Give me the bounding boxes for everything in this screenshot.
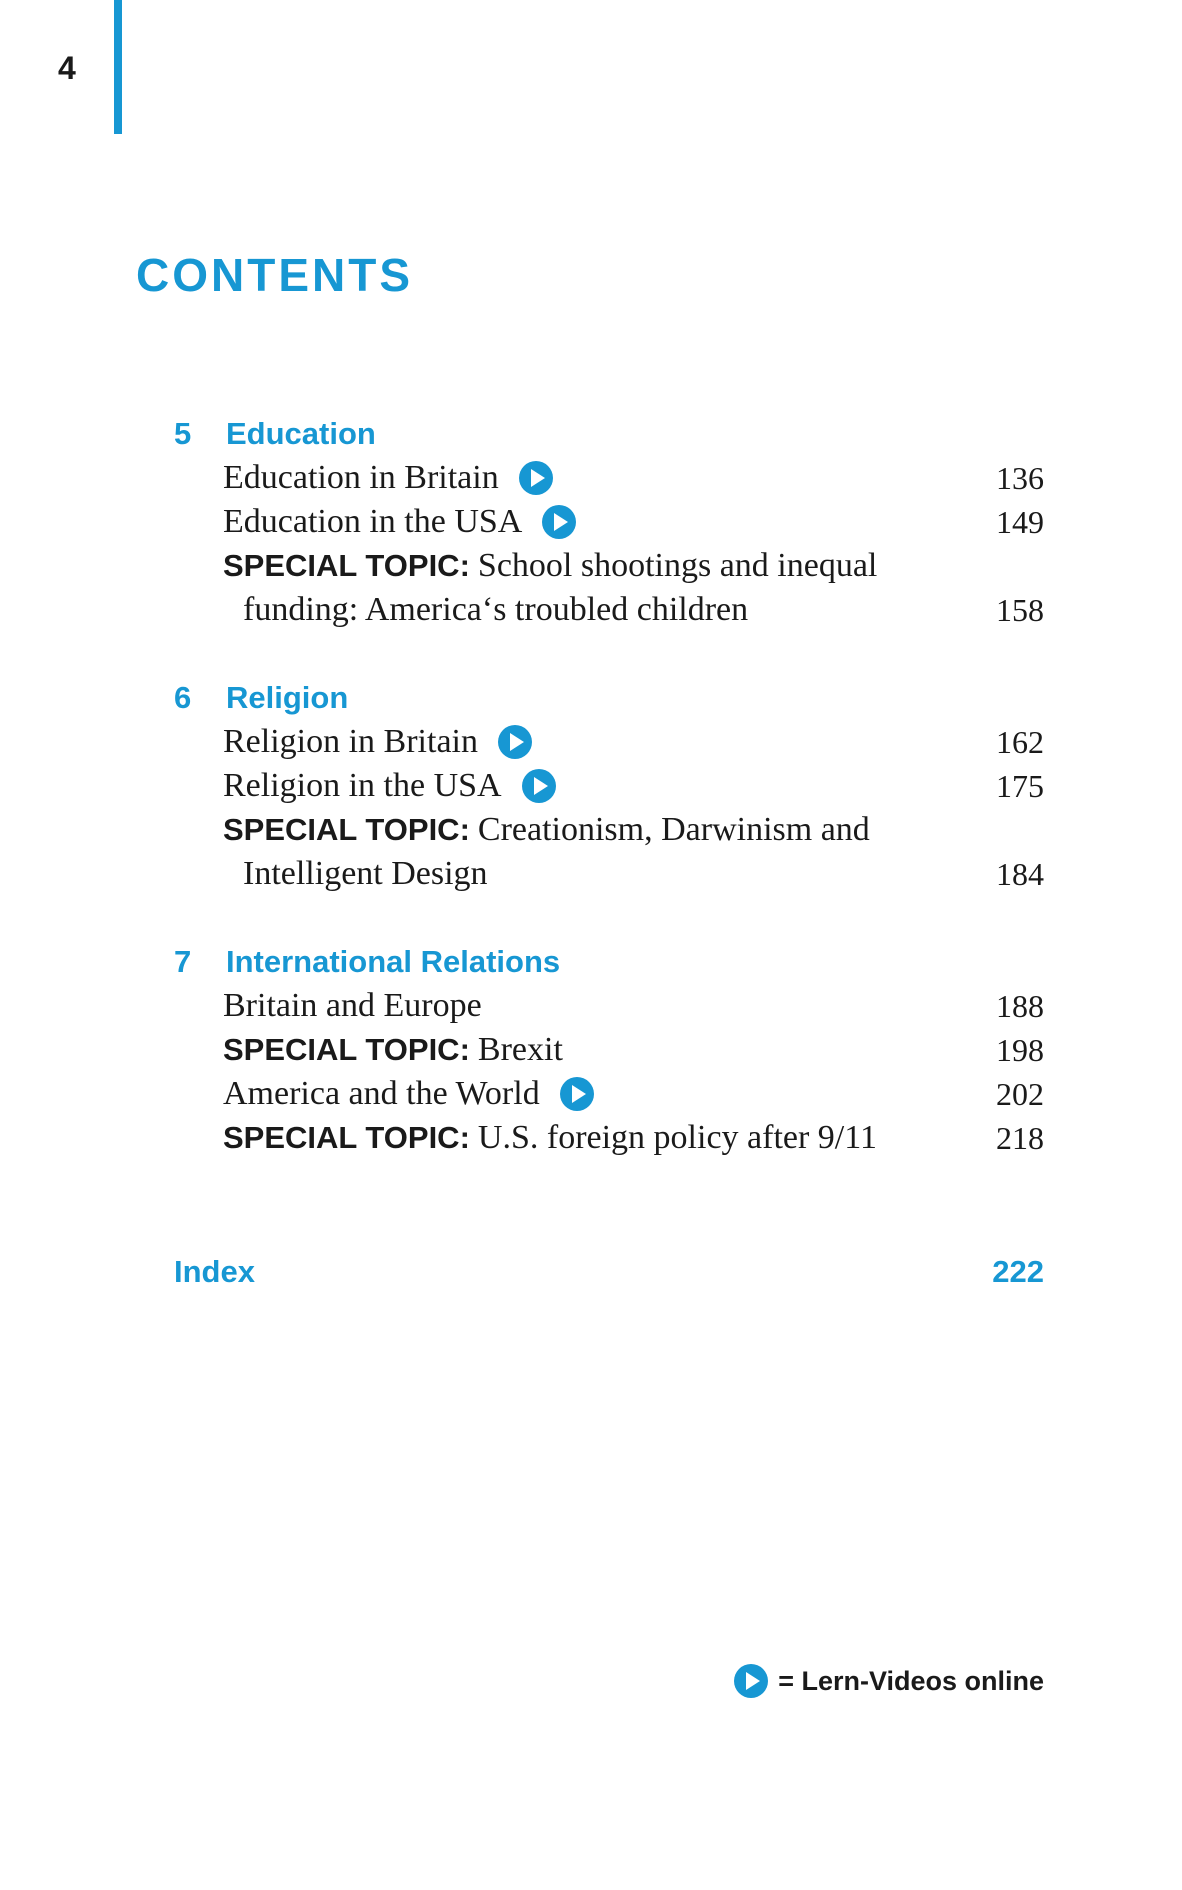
entry-title: Education in Britain — [223, 459, 499, 496]
toc-entry[interactable] — [0, 456, 1182, 502]
entry-page: 184 — [996, 856, 1044, 892]
entry-title: U.S. foreign policy after 9/11 — [477, 1119, 877, 1156]
special-topic-label: SPECIAL TOPIC: — [223, 1120, 470, 1155]
play-video-icon[interactable] — [560, 1077, 594, 1111]
toc-entry[interactable] — [0, 984, 1182, 1030]
toc-entry-special[interactable] — [0, 1116, 1182, 1162]
entry-title: Brexit — [477, 1031, 563, 1068]
toc-entry[interactable] — [0, 500, 1182, 546]
index-label: Index — [174, 1254, 255, 1289]
entry-title: Britain and Europe — [223, 987, 482, 1024]
toc-index[interactable] — [0, 1250, 1182, 1296]
entry-title: Religion in Britain — [223, 723, 478, 760]
entry-page: 136 — [996, 460, 1044, 496]
toc-entry-special[interactable] — [0, 1028, 1182, 1074]
video-legend — [734, 1664, 1044, 1698]
chapter-heading-5[interactable] — [0, 412, 1182, 458]
play-video-icon[interactable] — [542, 505, 576, 539]
page-edge-bar — [114, 0, 122, 134]
play-video-icon[interactable] — [519, 461, 553, 495]
chapter-title: Religion — [226, 680, 349, 715]
toc-entry[interactable] — [0, 764, 1182, 810]
entry-page: 158 — [996, 592, 1044, 628]
entry-title: Religion in the USA — [223, 767, 502, 804]
toc-entry-continuation[interactable] — [0, 852, 1182, 898]
page-number: 4 — [58, 50, 76, 86]
chapter-heading-6[interactable] — [0, 676, 1182, 722]
legend-text: = Lern-Videos online — [778, 1665, 1044, 1696]
special-topic-label: SPECIAL TOPIC: — [223, 1032, 470, 1067]
entry-title-continuation: Intelligent Design — [243, 855, 488, 892]
entry-title-continuation: funding: America‘s troubled children — [243, 591, 749, 628]
entry-page: 162 — [996, 724, 1044, 760]
chapter-number: 5 — [174, 416, 192, 451]
special-topic-label: SPECIAL TOPIC: — [223, 812, 470, 847]
toc-entry-special[interactable] — [0, 808, 1182, 854]
entry-title: Creationism, Darwinism and — [477, 811, 870, 848]
entry-page: 188 — [996, 988, 1044, 1024]
entry-page: 218 — [996, 1120, 1044, 1156]
chapter-number: 7 — [174, 944, 192, 979]
chapter-heading-7[interactable] — [0, 940, 1182, 986]
entry-title: America and the World — [223, 1075, 540, 1112]
chapter-title: International Relations — [226, 944, 561, 979]
entry-title: Education in the USA — [223, 503, 523, 540]
play-video-icon[interactable] — [498, 725, 532, 759]
toc-entry-continuation[interactable] — [0, 588, 1182, 634]
chapter-number: 6 — [174, 680, 192, 715]
play-video-icon[interactable] — [522, 769, 556, 803]
entry-page: 198 — [996, 1032, 1044, 1068]
contents-heading: CONTENTS — [136, 249, 413, 301]
chapter-title: Education — [226, 416, 376, 451]
entry-title: School shootings and inequal — [477, 547, 878, 584]
index-page: 222 — [992, 1254, 1044, 1289]
toc-entry[interactable] — [0, 1072, 1182, 1118]
entry-page: 149 — [996, 504, 1044, 540]
entry-page: 202 — [996, 1076, 1044, 1112]
toc-entry[interactable] — [0, 720, 1182, 766]
toc-entry-special[interactable] — [0, 544, 1182, 590]
play-video-icon — [734, 1664, 768, 1698]
special-topic-label: SPECIAL TOPIC: — [223, 548, 470, 583]
entry-page: 175 — [996, 768, 1044, 804]
